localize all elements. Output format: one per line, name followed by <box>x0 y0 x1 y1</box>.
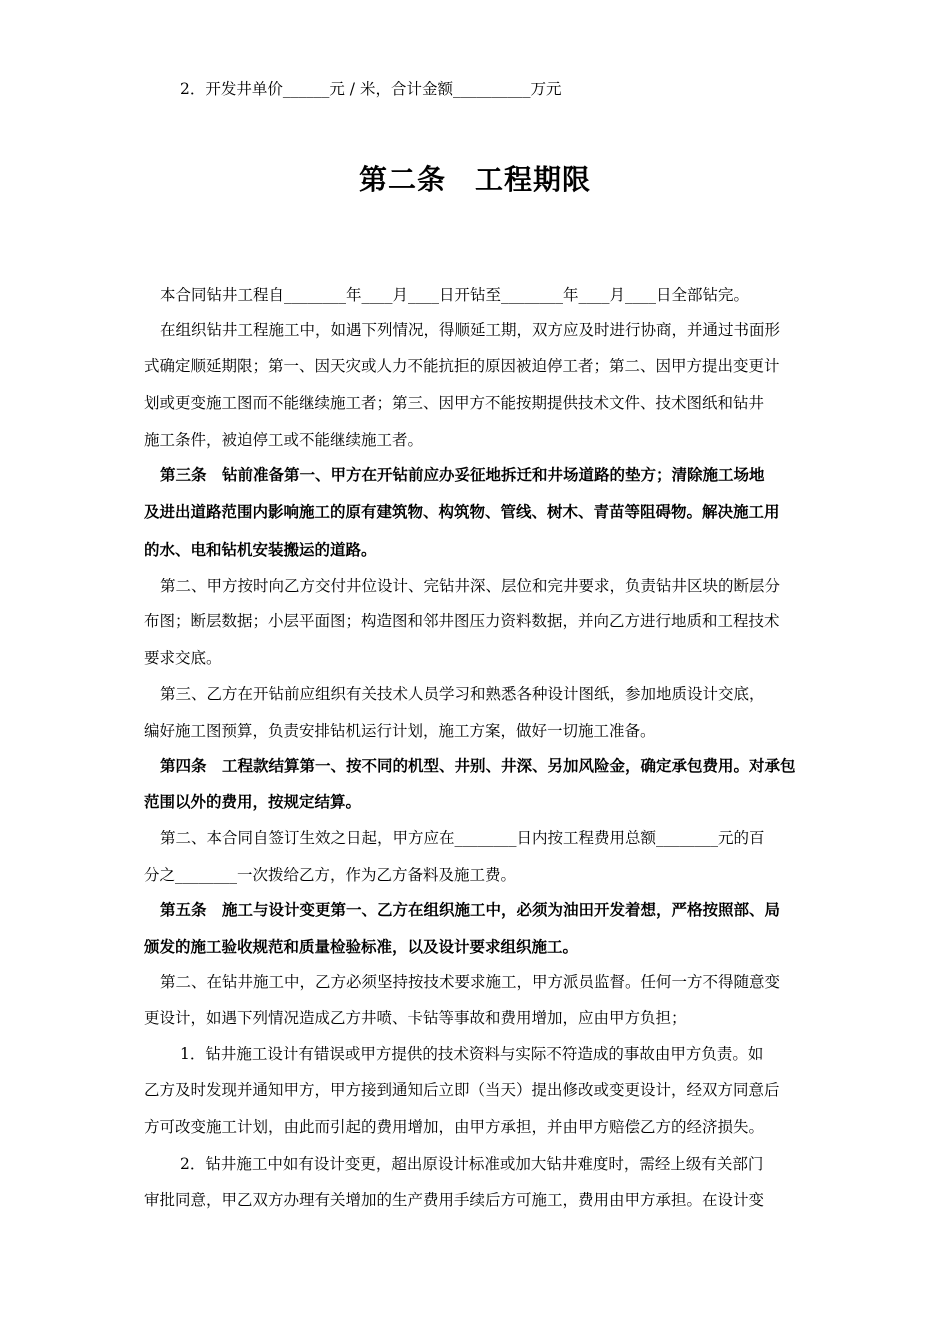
paragraph-line: 划或更变施工图而不能继续施工者；第三、因甲方不能按期提供技术文件、技术图纸和钻井 <box>144 394 765 412</box>
paragraph-line: 1．钻井施工设计有错误或甲方提供的技术资料与实际不符造成的事故由甲方负责。如 <box>180 1045 764 1063</box>
paragraph-line: 第三、乙方在开钻前应组织有关技术人员学习和熟悉各种设计图纸，参加地质设计交底， <box>160 685 765 703</box>
paragraph-line: 更设计，如遇下列情况造成乙方井喷、卡钻等事故和费用增加，应由甲方负担； <box>144 1009 687 1027</box>
paragraph-line: 编好施工图预算，负责安排钻机运行计划，施工方案，做好一切施工准备。 <box>144 722 656 740</box>
paragraph-line: 施工条件，被迫停工或不能继续施工者。 <box>144 431 424 449</box>
paragraph-line: 及进出道路范围内影响施工的原有建筑物、构筑物、管线、树木、青苗等阻碍物。解决施工用 <box>144 502 780 521</box>
line-item-2: 2．开发井单价______元 / 米，合计金额__________万元 <box>180 80 562 98</box>
paragraph-line: 本合同钻井工程自________年____月____日开钻至________年____月____日全部钻完。 <box>160 286 750 304</box>
paragraph-line: 布图；断层数据；小层平面图；构造图和邻井图压力资料数据，并向乙方进行地质和工程技术 <box>144 612 780 630</box>
paragraph-line: 分之________一次拨给乙方，作为乙方备料及施工费。 <box>144 866 517 884</box>
paragraph-line: 范围以外的费用，按规定结算。 <box>144 792 362 811</box>
paragraph-line: 2．钻井施工中如有设计变更，超出原设计标准或加大钻井难度时，需经上级有关部门 <box>180 1155 764 1173</box>
paragraph-line: 要求交底。 <box>144 649 222 667</box>
paragraph-line: 颁发的施工验收规范和质量检验标准，以及设计要求组织施工。 <box>144 937 579 956</box>
paragraph-line: 第二、甲方按时向乙方交付井位设计、完钻井深、层位和完井要求，负责钻井区块的断层分 <box>160 577 781 595</box>
article-3-heading: 第三条 钻前准备第一、甲方在开钻前应办妥征地拆迁和井场道路的垫方；清除施工场地 <box>160 465 765 484</box>
paragraph-line: 方可改变施工计划，由此而引起的费用增加，由甲方承担，并由甲方赔偿乙方的经济损失。 <box>144 1118 765 1136</box>
paragraph-line: 在组织钻井工程施工中，如遇下列情况，得顺延工期，双方应及时进行协商，并通过书面形 <box>160 321 781 339</box>
paragraph-line: 第二、本合同自签订生效之日起，甲方应在________日内按工程费用总额________元的百 <box>160 829 765 847</box>
paragraph-line: 乙方及时发现并通知甲方，甲方接到通知后立即（当天）提出修改或变更设计，经双方同意后 <box>144 1081 780 1099</box>
paragraph-line: 审批同意，甲乙双方办理有关增加的生产费用手续后方可施工，费用由甲方承担。在设计变 <box>144 1191 765 1209</box>
paragraph-line: 的水、电和钻机安装搬运的道路。 <box>144 540 377 559</box>
paragraph-line: 式确定顺延期限；第一、因天灾或人力不能抗拒的原因被迫停工者；第二、因甲方提出变更计 <box>144 357 780 375</box>
section-title: 第二条 工程期限 <box>358 163 591 196</box>
article-5-heading: 第五条 施工与设计变更第一、乙方在组织施工中，必须为油田开发着想，严格按照部、局 <box>160 900 781 919</box>
article-4-heading: 第四条 工程款结算第一、按不同的机型、井别、井深、另加风险金，确定承包费用。对承包 <box>160 756 796 775</box>
paragraph-line: 第二、在钻井施工中，乙方必须坚持按技术要求施工，甲方派员监督。任何一方不得随意变 <box>160 973 781 991</box>
